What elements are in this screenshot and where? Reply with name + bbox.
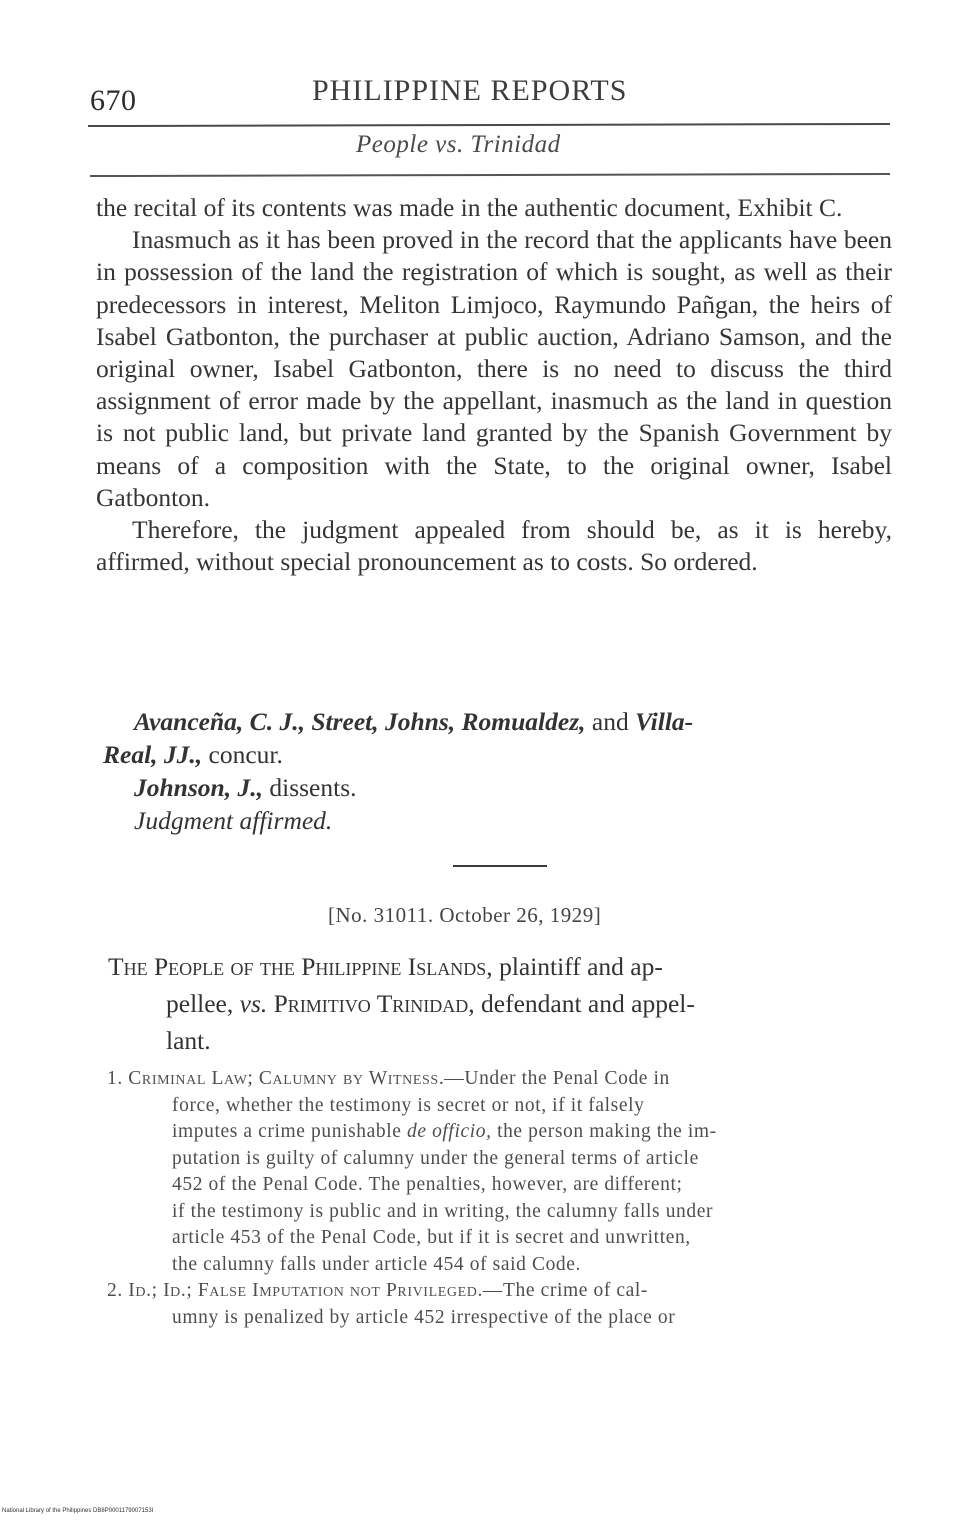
justice-real: Real, JJ., [103, 740, 203, 769]
parties-line-3: lant. [166, 1026, 211, 1055]
disposition: Judgment affirmed. [134, 806, 333, 835]
conjunction: and [591, 707, 629, 736]
concurrence-line-1 [103, 705, 895, 738]
justice-villa: Villa- [635, 707, 694, 736]
concurrence-line-2 [103, 738, 895, 771]
syllabus-2-line-1: 2. Id.; Id.; False Imputation not Privileged.—The crime of cal- [107, 1280, 649, 1301]
versus: vs. [239, 989, 268, 1018]
syllabus-1-line-5: 452 of the Penal Code. The penalties, however, are different; [172, 1174, 683, 1195]
case-separator [453, 865, 547, 867]
syllabus-1-line-7: article 453 of the Penal Code, but if it is secret and unwritten, [172, 1227, 691, 1248]
header-rule [88, 123, 890, 127]
syllabus-1-line-6: if the testimony is public and in writing, the calumny falls under [172, 1200, 714, 1222]
paragraph-3: Therefore, the judgment appealed from should be, as it is hereby, affirmed, without special pronouncement as to costs. So ordered. [96, 515, 892, 577]
syllabus-1-line-1: 1. Criminal Law; Calumny by Witness.—Under the Penal Code in [107, 1068, 670, 1089]
plaintiff-role: plaintiff and ap- [499, 952, 663, 981]
syllabus-1-line-2: force, whether the testimony is secret or not, if it falsely [172, 1094, 645, 1116]
paragraph-1: the recital of its contents was made in the authentic document, Exhibit C. [96, 193, 843, 222]
syllabus-2-heading: 2. Id.; Id.; False Imputation not Privileged. [107, 1280, 483, 1301]
dissents-word: dissents. [269, 773, 357, 802]
paragraph-2: Inasmuch as it has been proved in the record that the applicants have been in possession of the land the registration of which is sought, as well as their predecessors in interest, Meliton Limjoco, Raymundo Pañgan, the heirs of Isabel Gatbonton, the purchaser at public auction, Adriano Samson, and the original owner, Isabel Gatbonton, there is no need to discuss the third assignment of error made by the appellant, inasmuch as the land in question is not public land, but private land granted by the Spanish Government by means of a composition with the State, to the original owner, Isabel Gatbonton. [96, 225, 892, 512]
parties-line-2 [108, 985, 904, 1022]
concurrence-block [103, 705, 895, 837]
docket-number: [No. 31011. October 26, 1929] [328, 903, 602, 927]
syllabus-1-line-8: the calumny falls under article 454 of said Code. [172, 1253, 581, 1275]
syllabus-1-line-3: imputes a crime punishable de officio, the person making the im- [172, 1121, 717, 1142]
justices-list: Avanceña, C. J., Street, Johns, Romualdez, [134, 707, 586, 736]
plaintiff-role-cont: pellee, [166, 989, 234, 1018]
page-number: 670 [90, 84, 137, 117]
running-title: PHILIPPINE REPORTS [312, 74, 628, 107]
case-caption: People vs. Trinidad [356, 131, 561, 158]
syllabus-1-heading: 1. Criminal Law; Calumny by Witness. [107, 1068, 445, 1089]
concur-word: concur. [208, 740, 283, 769]
defendant-role: defendant and appel- [481, 989, 695, 1018]
dissenting-justice: Johnson, J., [134, 773, 263, 802]
dissent-line [103, 771, 895, 804]
syllabus-2-line-2: umny is penalized by article 452 irrespective of the place or [172, 1306, 676, 1328]
case-parties [108, 948, 904, 1059]
scan-credit: National Library of the Philippines DB8P0001179007153I [2, 1508, 154, 1514]
syllabus [107, 1066, 903, 1331]
decision-body [96, 192, 892, 578]
defendant-name: Primitivo Trinidad, [273, 989, 475, 1018]
plaintiff-name: The People of the Philippine Islands, [108, 952, 493, 981]
syllabus-1-line-4: putation is guilty of calumny under the general terms of article [172, 1147, 699, 1169]
caption-rule [90, 173, 890, 177]
parties-line-1 [108, 948, 904, 985]
